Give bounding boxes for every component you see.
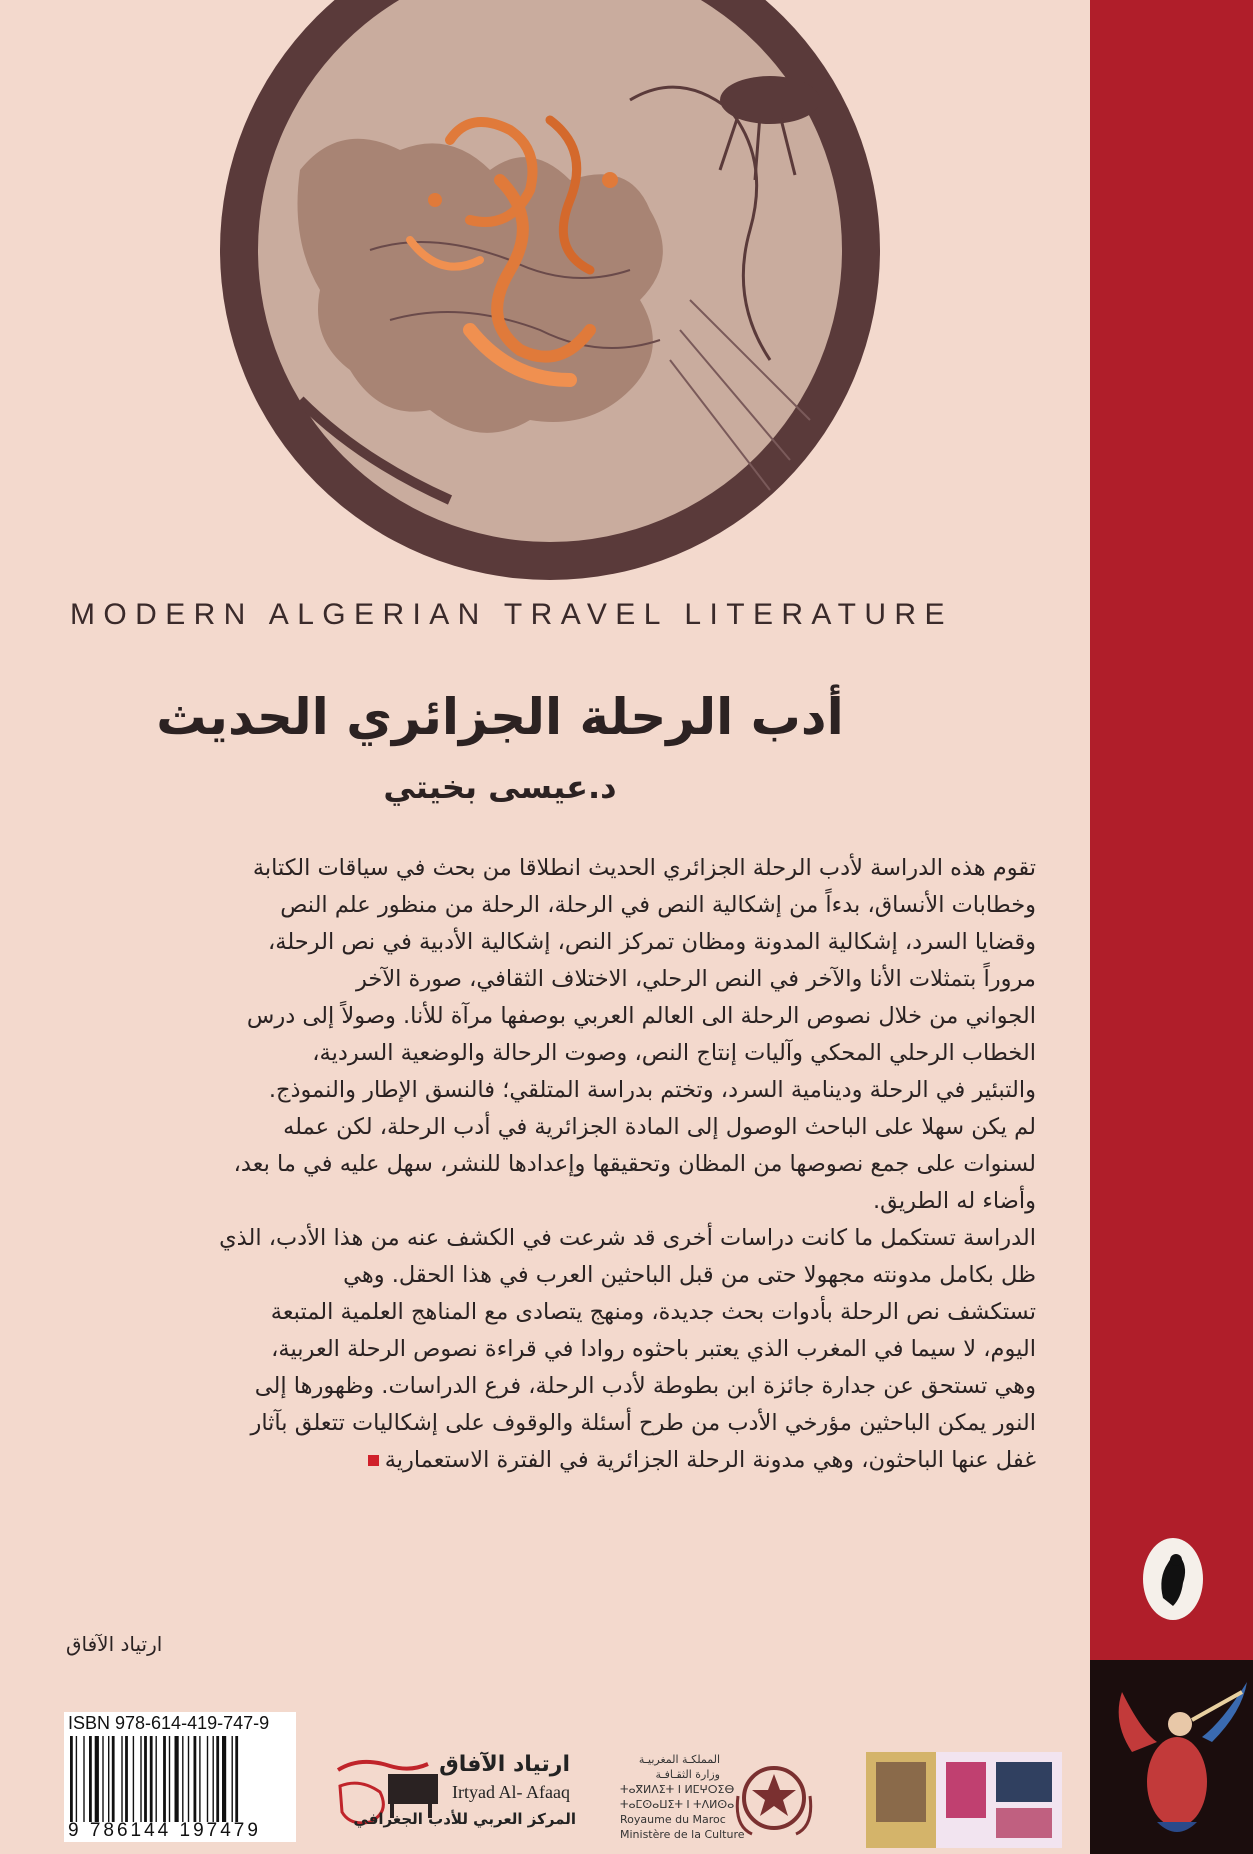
ibn-battuta-award-collage [866,1752,1062,1848]
ministry-line: Ministère de la Culture [620,1828,745,1841]
barcode-bar [199,1736,200,1822]
ministry-line: المملكـة المغربيـة [638,1753,720,1766]
barcode-bar [207,1736,208,1822]
blurb-line: مروراً بتمثلات الأنا والآخر في النص الرحلي، الاختلاف الثقافي، صورة الآخر [356,966,1036,992]
barcode-bar [121,1736,122,1822]
barcode-bar [70,1736,73,1822]
map-medallion-illustration [210,0,900,580]
barcode-bar [182,1736,183,1822]
barcode-bar [232,1736,233,1822]
barcode-bar [76,1736,77,1822]
blurb-line: ظل بكامل مدونته مجهولا حتى من قبل الباحثين العرب في هذا الحقل. وهي [343,1262,1036,1288]
blurb-line: وأضاء له الطريق. [872,1188,1036,1214]
publisher-center-name: المركز العربي للأدب الجغرافي [353,1810,576,1828]
blurb-line: وهي تستحق عن جدارة جائزة ابن بطوطة لأدب الرحلة، فرع الدراسات. وظهورها إلى [254,1373,1036,1399]
blurb-line: والتبئير في الرحلة ودينامية السرد، وتختم بدراسة المتلقي؛ فالنسق الإطار والنموذج. [268,1077,1036,1103]
blurb-line: غفل عنها الباحثون، وهي مدونة الرحلة الجزائرية في الفترة الاستعمارية [66,1442,1036,1479]
barcode-bar [112,1736,115,1822]
blurb-line: لسنوات على جمع نصوصها من المظان وتحقيقها وإعدادها للنشر، سهل عليه في ما بعد، [233,1151,1036,1177]
blurb-line: الخطاب الرحلي المحكي وآليات إنتاج النص، وصوت الرحالة والوضعية السردية، [312,1040,1036,1066]
publisher-logo-badge [1143,1538,1203,1620]
barcode-bar [133,1736,134,1822]
barcode-bar [169,1736,170,1822]
barcode-bar [213,1736,214,1822]
moroccan-coat-of-arms [728,1756,820,1840]
blurb-line: وخطابات الأنساق، بدءاً من إشكالية النص في الرحلة، الرحلة من منظور علم النص [280,892,1036,918]
barcode-digits: 9 786144 197479 [68,1820,261,1841]
barcode-bar [216,1736,219,1822]
barcode-bar [108,1736,109,1822]
blurb-line: اليوم، لا سيما في المغرب الذي يعتبر باحثوه روادا في قراءة نصوص الرحلة العربية، [271,1336,1036,1362]
blurb-line: الجواني من خلال نصوص الرحلة الى العالم العربي بوصفها مرآة للأنا. وصولاً إلى درس [246,1003,1036,1029]
barcode-bar [222,1736,226,1822]
barcode-bar [83,1736,84,1822]
blurb-line: تستكشف نص الرحلة بأدوات بحث جديدة، ومنهج يتصادى مع المناهج العلمية المتبعة [270,1299,1036,1325]
end-mark [368,1455,379,1466]
publisher-imprint: ارتياد الآفاق [66,1632,163,1656]
publisher-name-arabic: ارتياد الآفاق [439,1752,570,1777]
barcode-bar [140,1736,141,1822]
barcode-bar [163,1736,166,1822]
ministry-of-culture-text [620,1752,745,1842]
barcode-bar [89,1736,92,1822]
isbn-number: ISBN 978-614-419-747-9 [68,1713,270,1733]
barcode [68,1736,290,1822]
barcode-bar [175,1736,179,1822]
barcode-bar [235,1736,238,1822]
blurb-text [66,850,1036,1479]
english-title: MODERN ALGERIAN TRAVEL LITERATURE [70,598,953,631]
spine-red-strip [1090,0,1253,1660]
barcode-bar [95,1736,99,1822]
isbn-barcode-box [64,1712,296,1842]
angel-illustration [1102,1672,1252,1847]
publisher-name-english: Irtyad Al- Afaaq [452,1782,570,1802]
author-name: د.عيسى بخيتي [383,768,617,806]
blurb-line: وقضايا السرد، إشكالية المدونة ومظان تمركز النص، إشكالية الأدبية في نص الرحلة، [268,929,1036,955]
barcode-bar [156,1736,157,1822]
spine-bottom-panel [1090,1660,1253,1854]
ministry-line: وزارة الثقـافـة [655,1768,720,1781]
ministry-line: Royaume du Maroc [620,1813,726,1826]
barcode-bar [125,1736,128,1822]
blurb-line: النور يمكن الباحثين مؤرخي الأدب من طرح أسئلة والوقوف على إشكاليات تتعلق بآثار [250,1410,1036,1436]
barcode-bar [150,1736,153,1822]
barcode-bar [194,1736,197,1822]
blurb-line: لم يكن سهلا على الباحث الوصول إلى المادة الجزائرية في أدب الرحلة، لكن عمله [283,1114,1036,1140]
barcode-bar [144,1736,147,1822]
blurb-line: تقوم هذه الدراسة لأدب الرحلة الجزائري الحديث انطلاقا من بحث في سياقات الكتابة [252,855,1036,881]
ministry-line: ⵜⴰⵎⵙⴰⵡⵉⵜ ⵏ ⵜⴷⵍⵙⴰ [620,1798,735,1811]
barcode-bar [102,1736,103,1822]
arabic-title: أدب الرحلة الجزائري الحديث [156,688,844,746]
ministry-line: ⵜⴰⴳⵍⴷⵉⵜ ⵏ ⵍⵎⵖⵔⵉⴱ [620,1783,735,1796]
barcode-bar [188,1736,189,1822]
blurb-line: الدراسة تستكمل ما كانت دراسات أخرى قد شرعت في الكشف عنه من هذا الأدب، الذي [219,1225,1036,1251]
